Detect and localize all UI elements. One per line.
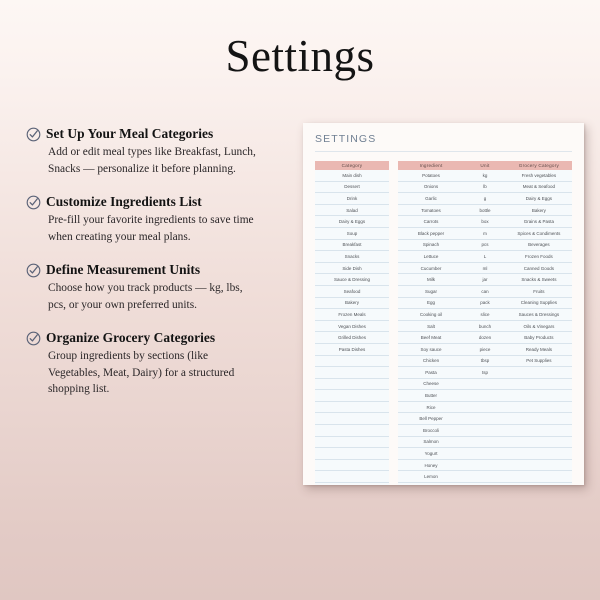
table-row[interactable] <box>398 390 572 402</box>
table-row[interactable] <box>315 251 389 263</box>
cell-grocery-category[interactable]: Ready Meals <box>506 343 572 355</box>
feature-description: Pre-fill your favorite ingredients to save time when creating your meal plans. <box>48 214 254 243</box>
cell-grocery-category[interactable]: Dairy & Eggs <box>506 193 572 205</box>
check-circle-icon <box>26 195 41 210</box>
table-row[interactable] <box>315 309 389 321</box>
table-row[interactable] <box>315 204 389 216</box>
tables-container <box>315 161 572 485</box>
cell-category[interactable] <box>315 401 389 413</box>
cell-category[interactable] <box>315 390 389 402</box>
table-row[interactable] <box>398 332 572 344</box>
cell-grocery-category[interactable]: Pet Supplies <box>506 355 572 367</box>
cell-grocery-category[interactable]: Sauces & Dressings <box>506 309 572 321</box>
cell-grocery-category[interactable] <box>506 448 572 460</box>
cell-unit[interactable]: tsp <box>464 367 506 379</box>
cell-ingredient[interactable]: Cooking oil <box>398 309 464 321</box>
cell-ingredient[interactable]: Salt <box>398 320 464 332</box>
cell-ingredient[interactable]: Beef Meat <box>398 332 464 344</box>
table-row[interactable] <box>398 367 572 379</box>
cell-unit[interactable] <box>464 413 506 425</box>
cell-grocery-category[interactable] <box>506 413 572 425</box>
table-row[interactable] <box>398 297 572 309</box>
table-row[interactable] <box>315 355 389 367</box>
check-circle-icon <box>26 331 41 346</box>
cell-category[interactable]: Bakery <box>315 297 389 309</box>
list-item <box>26 262 274 313</box>
table-row[interactable] <box>315 390 389 402</box>
cell-ingredient[interactable]: Garlic <box>398 193 464 205</box>
page-title: Settings <box>225 31 375 81</box>
cell-grocery-category[interactable]: Cleaning Supplies <box>506 297 572 309</box>
table-header-row <box>315 161 389 170</box>
cell-ingredient[interactable]: Soy sauce <box>398 343 464 355</box>
table-row[interactable] <box>398 216 572 228</box>
cell-category[interactable] <box>315 425 389 437</box>
cell-unit[interactable]: slice <box>464 309 506 321</box>
cell-ingredient[interactable]: Salmon <box>398 436 464 448</box>
table-row[interactable] <box>315 262 389 274</box>
document-content <box>315 133 572 485</box>
cell-grocery-category[interactable]: Frozen Foods <box>506 251 572 263</box>
table-row[interactable] <box>398 448 572 460</box>
cell-unit[interactable]: tbsp <box>464 355 506 367</box>
cell-category[interactable] <box>315 448 389 460</box>
cell-grocery-category[interactable]: Baby Products <box>506 332 572 344</box>
cell-ingredient[interactable]: Carrots <box>398 216 464 228</box>
cell-ingredient[interactable]: Pasta <box>398 367 464 379</box>
feature-heading-row <box>26 126 274 142</box>
table-row[interactable] <box>398 262 572 274</box>
category-table-head <box>315 161 389 170</box>
cell-unit[interactable] <box>464 483 506 485</box>
cell-category[interactable] <box>315 471 389 483</box>
column-header-unit: Unit <box>464 161 506 170</box>
category-table[interactable] <box>315 161 389 485</box>
list-item <box>26 330 274 398</box>
cell-grocery-category[interactable]: Meat & Seafood <box>506 181 572 193</box>
cell-unit[interactable]: L <box>464 251 506 263</box>
cell-grocery-category[interactable]: Fresh vegetables <box>506 170 572 181</box>
cell-grocery-category[interactable] <box>506 436 572 448</box>
feature-title: Organize Grocery Categories <box>46 330 216 345</box>
category-table-body <box>315 170 389 485</box>
table-row[interactable] <box>398 170 572 181</box>
cell-category[interactable]: Snacks <box>315 251 389 263</box>
cell-ingredient[interactable]: Egg <box>398 297 464 309</box>
cell-grocery-category[interactable]: Bakery <box>506 204 572 216</box>
cell-grocery-category[interactable]: Spices & Condiments <box>506 227 572 239</box>
cell-category[interactable]: Side Dish <box>315 262 389 274</box>
cell-ingredient[interactable]: Butter <box>398 390 464 402</box>
table-row[interactable] <box>398 274 572 286</box>
cell-unit[interactable] <box>464 390 506 402</box>
cell-unit[interactable] <box>464 448 506 460</box>
ingredient-table-body <box>398 170 572 485</box>
cell-unit[interactable] <box>464 425 506 437</box>
table-row[interactable] <box>398 483 572 485</box>
check-circle-icon <box>26 127 41 142</box>
column-header-category: Category <box>315 161 389 170</box>
table-row[interactable] <box>398 285 572 297</box>
cell-category[interactable]: Pasta Dishes <box>315 343 389 355</box>
table-row[interactable] <box>315 367 389 379</box>
cell-category[interactable] <box>315 367 389 379</box>
cell-ingredient[interactable]: Cucumber <box>398 262 464 274</box>
table-row[interactable] <box>398 239 572 251</box>
document-heading: SETTINGS <box>315 133 377 145</box>
table-row[interactable] <box>315 343 389 355</box>
cell-category[interactable] <box>315 355 389 367</box>
ingredient-table-wrapper <box>398 161 572 485</box>
feature-title: Set Up Your Meal Categories <box>46 126 214 141</box>
table-row[interactable] <box>398 459 572 471</box>
table-row[interactable] <box>315 170 389 181</box>
cell-category[interactable]: Frozen Meals <box>315 309 389 321</box>
cell-grocery-category[interactable] <box>506 378 572 390</box>
cell-grocery-category[interactable] <box>506 459 572 471</box>
cell-category[interactable]: Grilled Dishes <box>315 332 389 344</box>
settings-document-card[interactable] <box>303 123 584 485</box>
cell-unit[interactable] <box>464 459 506 471</box>
feature-description: Add or edit meal types like Breakfast, Lunch, Snacks — personalize it before planning. <box>48 146 256 175</box>
cell-ingredient[interactable]: Lemon <box>398 471 464 483</box>
cell-unit[interactable]: dozen <box>464 332 506 344</box>
list-item <box>26 194 274 245</box>
cell-ingredient[interactable]: Cheese <box>398 378 464 390</box>
cell-unit[interactable]: g <box>464 193 506 205</box>
category-table-wrapper <box>315 161 389 485</box>
cell-grocery-category[interactable]: Fruits <box>506 285 572 297</box>
cell-category[interactable] <box>315 483 389 485</box>
feature-heading-row <box>26 194 274 210</box>
table-row[interactable] <box>315 193 389 205</box>
cell-unit[interactable]: can <box>464 285 506 297</box>
table-row[interactable] <box>315 285 389 297</box>
cell-unit[interactable] <box>464 436 506 448</box>
cell-category[interactable]: Seafood <box>315 285 389 297</box>
table-row[interactable] <box>315 216 389 228</box>
feature-description: Group ingredients by sections (like Vegetables, Meat, Dairy) for a structured shopping list. <box>48 350 235 395</box>
cell-grocery-category[interactable] <box>506 483 572 485</box>
feature-title: Customize Ingredients List <box>46 194 202 209</box>
feature-heading-row <box>26 330 274 346</box>
column-header-grocery-category: Grocery Category <box>506 161 572 170</box>
table-row[interactable] <box>315 436 389 448</box>
cell-unit[interactable]: ml <box>464 262 506 274</box>
cell-ingredient[interactable]: Yogurt <box>398 448 464 460</box>
cell-ingredient[interactable]: Tomatoes <box>398 204 464 216</box>
cell-unit[interactable]: kg <box>464 170 506 181</box>
cell-unit[interactable]: bunch <box>464 320 506 332</box>
cell-unit[interactable] <box>464 378 506 390</box>
table-row[interactable] <box>398 343 572 355</box>
cell-category[interactable] <box>315 413 389 425</box>
cell-grocery-category[interactable]: Grains & Pasta <box>506 216 572 228</box>
cell-category[interactable]: Dairy & Eggs <box>315 216 389 228</box>
cell-ingredient[interactable]: Honey <box>398 459 464 471</box>
cell-unit[interactable]: pcs <box>464 239 506 251</box>
table-row[interactable] <box>315 332 389 344</box>
cell-category[interactable]: Vegan Dishes <box>315 320 389 332</box>
cell-ingredient[interactable]: Potatoes <box>398 170 464 181</box>
check-circle-icon <box>26 263 41 278</box>
cell-category[interactable]: Breakfast <box>315 239 389 251</box>
cell-ingredient[interactable]: Black pepper <box>398 227 464 239</box>
cell-category[interactable] <box>315 378 389 390</box>
cell-ingredient[interactable]: Spinach <box>398 239 464 251</box>
cell-ingredient[interactable] <box>398 483 464 485</box>
table-row[interactable] <box>315 425 389 437</box>
cell-ingredient[interactable]: Chicken <box>398 355 464 367</box>
table-row[interactable] <box>315 274 389 286</box>
table-row[interactable] <box>315 483 389 485</box>
table-row[interactable] <box>398 436 572 448</box>
table-row[interactable] <box>398 401 572 413</box>
cell-unit[interactable] <box>464 471 506 483</box>
cell-ingredient[interactable]: Onions <box>398 181 464 193</box>
cell-ingredient[interactable]: Bell Pepper <box>398 413 464 425</box>
table-row[interactable] <box>398 227 572 239</box>
table-row[interactable] <box>398 193 572 205</box>
table-row[interactable] <box>398 378 572 390</box>
table-row[interactable] <box>315 401 389 413</box>
cell-category[interactable]: Sauce & Dressing <box>315 274 389 286</box>
table-row[interactable] <box>315 378 389 390</box>
table-row[interactable] <box>398 251 572 263</box>
table-row[interactable] <box>398 181 572 193</box>
table-row[interactable] <box>315 227 389 239</box>
cell-unit[interactable]: box <box>464 216 506 228</box>
cell-category[interactable]: Drink <box>315 193 389 205</box>
cell-ingredient[interactable]: Milk <box>398 274 464 286</box>
cell-ingredient[interactable]: Sugar <box>398 285 464 297</box>
cell-category[interactable]: Salad <box>315 204 389 216</box>
column-header-ingredient: Ingredient <box>398 161 464 170</box>
feature-description: Choose how you track products — kg, lbs, pcs, or your own preferred units. <box>48 282 243 311</box>
cell-category[interactable] <box>315 436 389 448</box>
cell-unit[interactable]: jar <box>464 274 506 286</box>
cell-unit[interactable]: lb <box>464 181 506 193</box>
cell-grocery-category[interactable]: Canned Goods <box>506 262 572 274</box>
table-row[interactable] <box>315 459 389 471</box>
cell-ingredient[interactable]: Lettuce <box>398 251 464 263</box>
table-row[interactable] <box>398 309 572 321</box>
table-row[interactable] <box>315 239 389 251</box>
table-row[interactable] <box>315 181 389 193</box>
cell-unit[interactable]: m <box>464 227 506 239</box>
table-row[interactable] <box>315 471 389 483</box>
table-row[interactable] <box>398 355 572 367</box>
cell-category[interactable]: Dessert <box>315 181 389 193</box>
cell-grocery-category[interactable] <box>506 425 572 437</box>
divider <box>315 151 572 152</box>
cell-unit[interactable]: piece <box>464 343 506 355</box>
cell-ingredient[interactable]: Broccoli <box>398 425 464 437</box>
cell-unit[interactable]: bottle <box>464 204 506 216</box>
cell-ingredient[interactable]: Rice <box>398 401 464 413</box>
ingredient-table-head <box>398 161 572 170</box>
cell-grocery-category[interactable]: Beverages <box>506 239 572 251</box>
table-header-row <box>398 161 572 170</box>
feature-list <box>26 126 274 415</box>
cell-unit[interactable]: pack <box>464 297 506 309</box>
cell-category[interactable] <box>315 459 389 471</box>
table-row[interactable] <box>398 204 572 216</box>
feature-heading-row <box>26 262 274 278</box>
cell-category[interactable]: Soup <box>315 227 389 239</box>
table-row[interactable] <box>315 448 389 460</box>
table-row[interactable] <box>398 413 572 425</box>
cell-category[interactable]: Main dish <box>315 170 389 181</box>
table-row[interactable] <box>315 320 389 332</box>
feature-title: Define Measurement Units <box>46 262 201 277</box>
table-row[interactable] <box>398 320 572 332</box>
list-item <box>26 126 274 177</box>
table-row[interactable] <box>398 425 572 437</box>
table-row[interactable] <box>315 297 389 309</box>
ingredient-table[interactable] <box>398 161 572 485</box>
cell-grocery-category[interactable] <box>506 390 572 402</box>
cell-grocery-category[interactable] <box>506 367 572 379</box>
table-row[interactable] <box>398 471 572 483</box>
cell-grocery-category[interactable] <box>506 471 572 483</box>
cell-grocery-category[interactable]: Snacks & Sweets <box>506 274 572 286</box>
cell-grocery-category[interactable] <box>506 401 572 413</box>
cell-grocery-category[interactable]: Oils & Vinegars <box>506 320 572 332</box>
cell-unit[interactable] <box>464 401 506 413</box>
table-row[interactable] <box>315 413 389 425</box>
